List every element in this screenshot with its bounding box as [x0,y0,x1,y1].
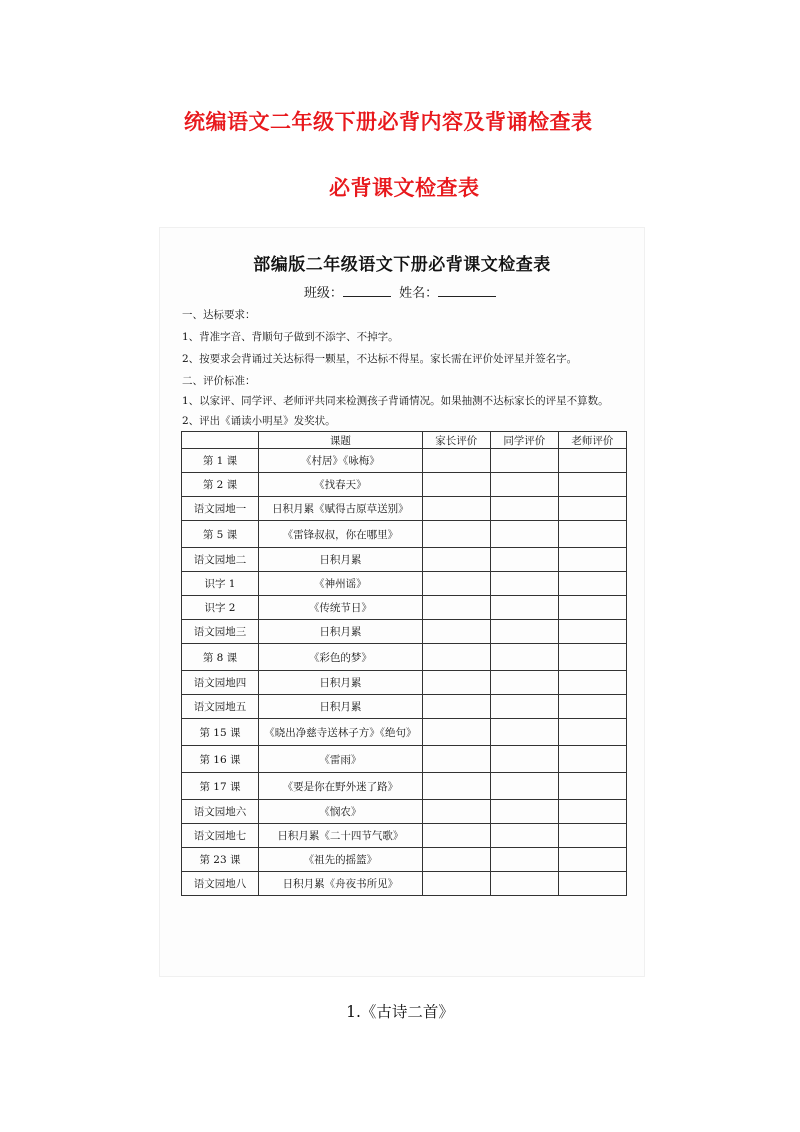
parent-eval-cell[interactable] [422,872,490,896]
parent-eval-cell[interactable] [422,719,490,746]
topic-cell: 《神州谣》 [258,572,422,596]
criteria-heading: 二、评价标准： [182,375,256,387]
class-name-fields [160,282,644,301]
lesson-cell: 识字 1 [182,572,259,596]
table-row [182,719,627,746]
teacher-eval-cell[interactable] [558,746,626,773]
lesson-cell: 语文园地二 [182,548,259,572]
teacher-eval-cell[interactable] [558,824,626,848]
topic-cell: 《要是你在野外迷了路》 [258,773,422,800]
teacher-eval-cell[interactable] [558,548,626,572]
table-row [182,473,627,497]
teacher-eval-cell[interactable] [558,644,626,671]
classmate-eval-cell[interactable] [490,521,558,548]
table-row [182,773,627,800]
classmate-eval-cell[interactable] [490,620,558,644]
table-row [182,671,627,695]
parent-eval-cell[interactable] [422,521,490,548]
parent-eval-cell[interactable] [422,848,490,872]
classmate-eval-cell[interactable] [490,644,558,671]
table-row [182,800,627,824]
teacher-eval-cell[interactable] [558,521,626,548]
classmate-eval-cell[interactable] [490,848,558,872]
teacher-eval-cell[interactable] [558,800,626,824]
teacher-eval-cell[interactable] [558,848,626,872]
classmate-eval-cell[interactable] [490,596,558,620]
teacher-eval-cell[interactable] [558,497,626,521]
lesson-cell: 第 16 课 [182,746,259,773]
topic-cell: 《村居》《咏梅》 [258,449,422,473]
teacher-eval-cell[interactable] [558,473,626,497]
teacher-eval-cell[interactable] [558,671,626,695]
table-header-row [182,432,627,449]
requirement-line: 2、按要求会背诵过关达标得一颗星，不达标不得星。家长需在评价处评星并签名字。 [182,353,578,365]
table-row [182,746,627,773]
classmate-eval-cell[interactable] [490,746,558,773]
parent-eval-cell[interactable] [422,497,490,521]
topic-cell: 《找春天》 [258,473,422,497]
topic-cell: 日积月累 [258,548,422,572]
lesson-cell: 语文园地四 [182,671,259,695]
classmate-eval-cell[interactable] [490,671,558,695]
header-topic: 课题 [258,432,422,449]
lesson-cell: 语文园地七 [182,824,259,848]
classmate-eval-cell[interactable] [490,572,558,596]
section-poem-title: 1.《古诗二首》 [346,1003,454,1021]
table-row [182,872,627,896]
header-lesson [182,432,259,449]
table-row [182,572,627,596]
parent-eval-cell[interactable] [422,695,490,719]
teacher-eval-cell[interactable] [558,719,626,746]
table-row [182,548,627,572]
topic-cell: 《晓出净慈寺送林子方》《绝句》 [258,719,422,746]
topic-cell: 《悯农》 [258,800,422,824]
class-label: 班级： [303,286,343,301]
classmate-eval-cell[interactable] [490,695,558,719]
header-teacher-eval: 老师评价 [558,432,626,449]
lesson-cell: 语文园地一 [182,497,259,521]
lesson-cell: 语文园地五 [182,695,259,719]
parent-eval-cell[interactable] [422,449,490,473]
lesson-cell: 第 15 课 [182,719,259,746]
parent-eval-cell[interactable] [422,800,490,824]
classmate-eval-cell[interactable] [490,800,558,824]
sheet-title: 部编版二年级语文下册必背课文检查表 [253,255,551,275]
criteria-line: 2、评出《诵读小明星》发奖状。 [182,415,336,427]
table-row [182,824,627,848]
topic-cell: 《雷锋叔叔，你在哪里》 [258,521,422,548]
topic-cell: 日积月累《赋得古原草送别》 [258,497,422,521]
table-row [182,497,627,521]
lesson-cell: 第 17 课 [182,773,259,800]
topic-cell: 日积月累《舟夜书所见》 [258,872,422,896]
topic-cell: 日积月累 [258,671,422,695]
teacher-eval-cell[interactable] [558,773,626,800]
name-label: 姓名： [399,286,439,301]
lesson-cell: 第 8 课 [182,644,259,671]
parent-eval-cell[interactable] [422,824,490,848]
teacher-eval-cell[interactable] [558,572,626,596]
lesson-cell: 识字 2 [182,596,259,620]
table-row [182,848,627,872]
topic-cell: 《雷雨》 [258,746,422,773]
requirement-heading: 一、达标要求： [182,309,256,321]
parent-eval-cell[interactable] [422,620,490,644]
table-row [182,620,627,644]
table-row [182,695,627,719]
lesson-cell: 第 1 课 [182,449,259,473]
parent-eval-cell[interactable] [422,596,490,620]
parent-eval-cell[interactable] [422,746,490,773]
table-row [182,521,627,548]
topic-cell: 日积月累 [258,695,422,719]
name-blank [438,284,496,297]
topic-cell: 《祖先的摇篮》 [258,848,422,872]
parent-eval-cell[interactable] [422,644,490,671]
teacher-eval-cell[interactable] [558,695,626,719]
header-parent-eval: 家长评价 [422,432,490,449]
topic-cell: 日积月累《二十四节气歌》 [258,824,422,848]
classmate-eval-cell[interactable] [490,497,558,521]
classmate-eval-cell[interactable] [490,824,558,848]
classmate-eval-cell[interactable] [490,773,558,800]
check-table [181,431,627,896]
lesson-cell: 第 5 课 [182,521,259,548]
classmate-eval-cell[interactable] [490,872,558,896]
parent-eval-cell[interactable] [422,572,490,596]
lesson-cell: 第 2 课 [182,473,259,497]
table-row [182,449,627,473]
parent-eval-cell[interactable] [422,773,490,800]
classmate-eval-cell[interactable] [490,719,558,746]
lesson-cell: 语文园地三 [182,620,259,644]
classmate-eval-cell[interactable] [490,548,558,572]
teacher-eval-cell[interactable] [558,872,626,896]
checklist-sheet-image [160,228,644,976]
table-row [182,644,627,671]
teacher-eval-cell[interactable] [558,620,626,644]
lesson-cell: 第 23 课 [182,848,259,872]
teacher-eval-cell[interactable] [558,449,626,473]
page-title: 统编语文二年级下册必背内容及背诵检查表 [184,109,593,134]
classmate-eval-cell[interactable] [490,449,558,473]
parent-eval-cell[interactable] [422,473,490,497]
topic-cell: 《彩色的梦》 [258,644,422,671]
topic-cell: 日积月累 [258,620,422,644]
topic-cell: 《传统节日》 [258,596,422,620]
lesson-cell: 语文园地八 [182,872,259,896]
header-classmate-eval: 同学评价 [490,432,558,449]
lesson-cell: 语文园地六 [182,800,259,824]
teacher-eval-cell[interactable] [558,596,626,620]
class-blank [343,284,391,297]
parent-eval-cell[interactable] [422,671,490,695]
parent-eval-cell[interactable] [422,548,490,572]
page-subtitle: 必背课文检查表 [329,175,480,200]
criteria-line: 1、以家评、同学评、老师评共同来检测孩子背诵情况。如果抽测不达标家长的评星不算数。 [182,395,609,407]
classmate-eval-cell[interactable] [490,473,558,497]
table-row [182,596,627,620]
requirement-line: 1、背准字音、背顺句子做到不添字、不掉字。 [182,331,399,343]
